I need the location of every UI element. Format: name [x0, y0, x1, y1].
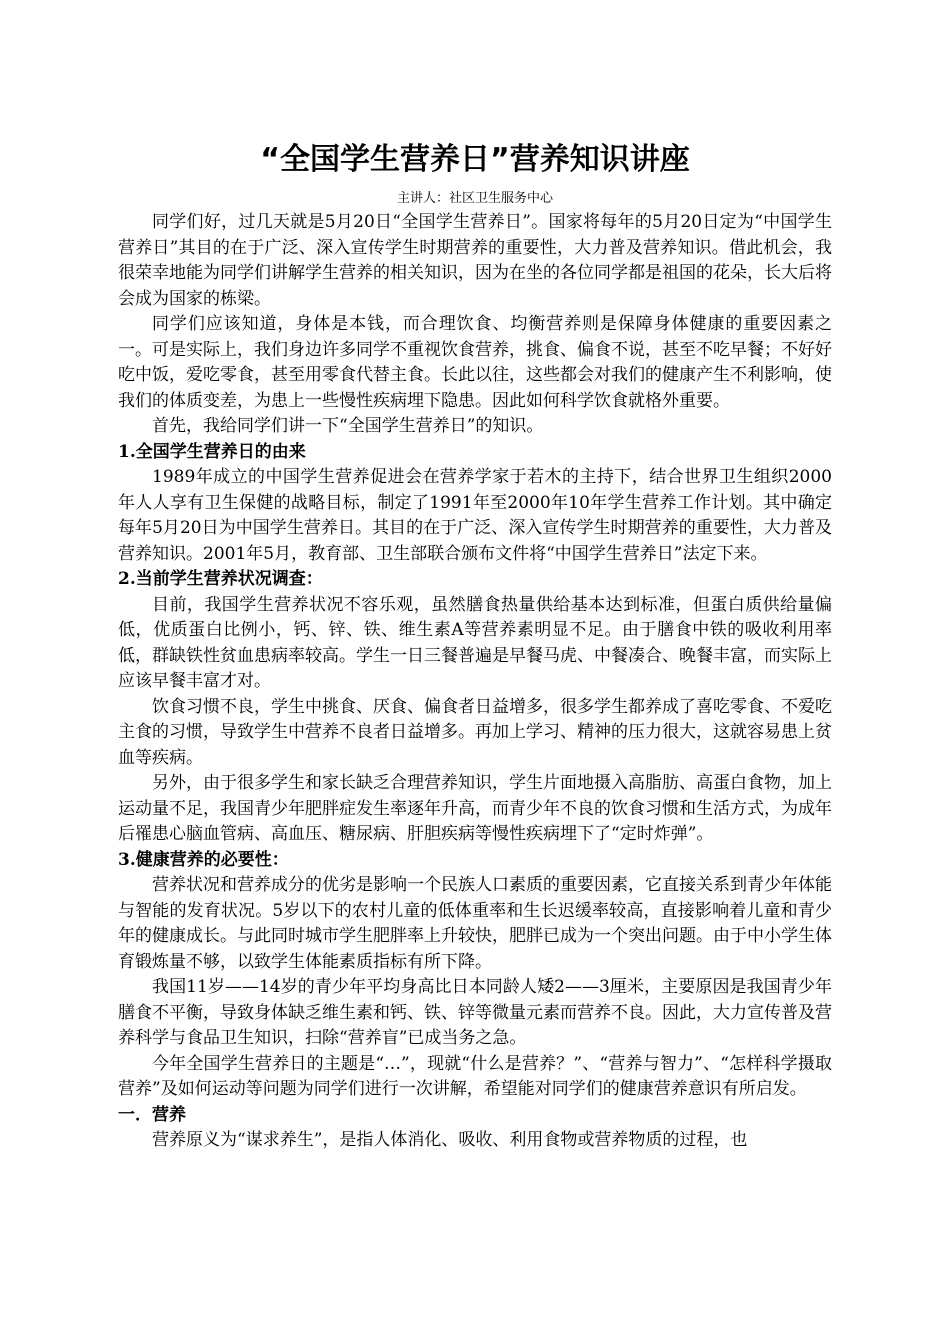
document-body [118, 210, 832, 1154]
paragraph: 另外，由于很多学生和家长缺乏合理营养知识，学生片面地摄入高脂肪、高蛋白食物，加上运动量不足，我国青少年肥胖症发生率逐年升高，而青少年不良的饮食习惯和生活方式，为成年后罹患心脑血管病、高血压、糖尿病、肝胆疾病等慢性疾病埋下了“定时炸弹”。 [118, 773, 832, 844]
paragraph: 我国11岁——14岁的青少年平均身高比日本同龄人矮2——3厘米，主要原因是我国青少年膳食不平衡，导致身体缺乏维生素和钙、铁、锌等微量元素而营养不良。因此，大力宣传普及营养科学与食品卫生知识，扫除“营养盲”已成当务之急。 [118, 977, 832, 1048]
paragraph: 首先，我给同学们讲一下“全国学生营养日”的知识。 [152, 416, 544, 436]
page-subtitle: 主讲人：社区卫生服务中心 [396, 191, 553, 206]
paragraph: 营养原义为“谋求养生”，是指人体消化、吸收、利用食物或营养物质的过程，也 [152, 1130, 748, 1150]
section-heading: 一．营养 [118, 1104, 186, 1125]
paragraph: 今年全国学生营养日的主题是“…”，现就“什么是营养？”、“营养与智力”、“怎样科学摄取营养”及如何运动等问题为同学们进行一次讲解，希望能对同学们的健康营养意识有所启发。 [118, 1053, 832, 1099]
section-heading: 1.全国学生营养日的由来 [118, 441, 306, 462]
section-heading: 2.当前学生营养状况调查： [118, 569, 323, 589]
paragraph: 同学们好，过几天就是5月20日“全国学生营养日”。国家将每年的5月20日定为“中国学生营养日”其目的在于广泛、深入宣传学生时期营养的重要性，大力普及营养知识。借此机会，我很荣幸地能为同学们讲解学生营养的相关知识，因为在坐的各位同学都是祖国的花朵，长大后将会成为国家的栋梁。 [118, 212, 832, 309]
page-title: “全国学生营养日”营养知识讲座 [260, 142, 690, 177]
paragraph: 饮食习惯不良，学生中挑食、厌食、偏食者日益增多，很多学生都养成了喜吃零食、不爱吃主食的习惯，导致学生中营养不良者日益增多。再加上学习、精神的压力很大，这就容易患上贫血等疾病。 [118, 696, 832, 768]
paragraph: 同学们应该知道，身体是本钱，而合理饮食、均衡营养则是保障身体健康的重要因素之 一。可是实际上，我们身边许多同学不重视饮食营养，挑食、偏食不说，甚至不吃早餐；不好好吃中饭，爱吃零食，甚至用零食代替主食。长此以往，这些都会对我们的健康产生不利影响，使我们的体质变差，为患上一些慢性疾病埋下隐患。因此如何科学饮食就格外重要。 [118, 314, 832, 411]
paragraph: 1989年成立的中国学生营养促进会在营养学家于若木的主持下，结合世界卫生组织2000年人人享有卫生保健的战略目标，制定了1991年至2000年10年学生营养工作计划。其中确定每年5月20日为中国学生营养日。其目的在于广泛、深入宣传学生时期营养的重要性，大力普及营养知识。2001年5月，教育部、卫生部联合颁布文件将“中国学生营养日”法定下来。 [118, 467, 832, 564]
section-heading: 3.健康营养的必要性： [118, 849, 289, 870]
paragraph: 目前，我国学生营养状况不容乐观，虽然膳食热量供给基本达到标准，但蛋白质供给量偏低，优质蛋白比例小，钙、锌、铁、维生素A等营养素明显不足。由于膳食中铁的吸收利用率低，群缺铁性贫血患病率较高。学生一日三餐普遍是早餐马虎、中餐凑合、晚餐丰富，而实际上应该早餐丰富才对。 [118, 594, 832, 691]
paragraph: 营养状况和营养成分的优劣是影响一个民族人口素质的重要因素，它直接关系到青少年体能与智能的发育状况。5岁以下的农村儿童的低体重率和生长迟缓率较高，直接影响着儿童和青少年的健康成长。与此同时城市学生肥胖率上升较快，肥胖已成为一个突出问题。由于中小学生体育锻炼量不够，以致学生体能素质指标有所下降。 [118, 875, 832, 972]
